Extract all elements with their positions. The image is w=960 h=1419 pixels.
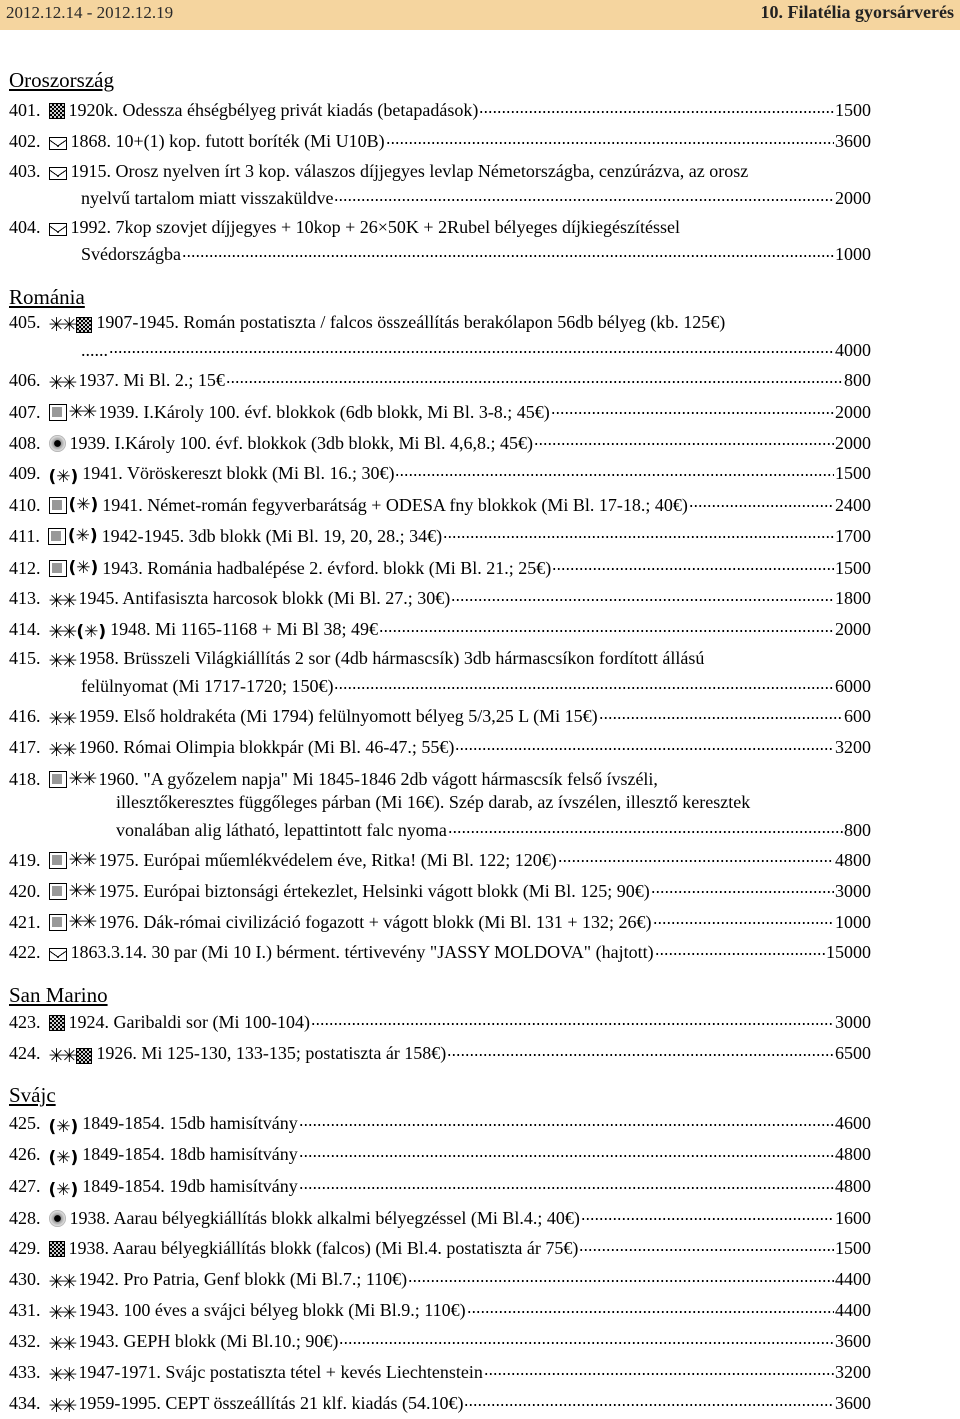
double-star-icon: ✳✳ bbox=[48, 708, 75, 730]
condition-icons bbox=[49, 912, 95, 932]
lot-row bbox=[9, 430, 871, 454]
lot-row bbox=[9, 98, 871, 122]
circle-icon bbox=[49, 435, 66, 452]
lot-row bbox=[9, 461, 871, 485]
lot-price: 3200 bbox=[835, 1362, 871, 1382]
condition-icons bbox=[49, 769, 95, 789]
lot-price: 2400 bbox=[835, 494, 871, 515]
double-star-icon: ✳✳ bbox=[68, 768, 95, 790]
lot-description: 1915. Orosz nyelven írt 3 kop. válaszos díjjegyes levlap Németországba, cenzúrázva, az orosz bbox=[70, 160, 749, 181]
lot-row bbox=[9, 766, 871, 790]
lot-description: 1959-1995. CEPT összeállítás 21 klf. kiadás (54.10€) bbox=[78, 1393, 464, 1413]
double-star-icon: ✳✳ bbox=[48, 1395, 75, 1417]
lot-row bbox=[9, 1329, 871, 1353]
lot-row bbox=[9, 492, 871, 516]
lot-number: 406. bbox=[9, 370, 41, 390]
paren-star-icon: (✳) bbox=[68, 558, 99, 578]
lot-description: 1938. Aarau bélyegkiállítás blokk (falcos) (Mi Bl.4. postatiszta ár 75€) bbox=[68, 1238, 579, 1258]
dot-leader bbox=[379, 617, 834, 635]
lot-description: 1941. Vöröskereszt blokk (Mi Bl. 16.; 30€) bbox=[82, 463, 395, 483]
condition-icons bbox=[49, 373, 75, 393]
dot-leader bbox=[455, 735, 834, 753]
lot-number: 424. bbox=[9, 1043, 41, 1063]
double-star-icon: ✳✳ bbox=[48, 1333, 75, 1355]
lot-price: 1600 bbox=[835, 1207, 871, 1228]
lot-description: 1960. "A győzelem napja" Mi 1845-1846 2db vágott hármascsík felső ívszéli, bbox=[98, 768, 658, 789]
lot-price: 3000 bbox=[835, 1012, 871, 1032]
condition-icons bbox=[49, 945, 67, 965]
lot-price: 3000 bbox=[835, 880, 871, 901]
dot-leader bbox=[599, 704, 843, 722]
lot-price: 3200 bbox=[835, 737, 871, 757]
lot-description: ...... bbox=[81, 340, 108, 360]
lot-number: 430. bbox=[9, 1269, 41, 1289]
paren-star-icon: (✳) bbox=[68, 495, 99, 515]
lot-price: 1000 bbox=[835, 244, 871, 264]
section-heading: San Marino bbox=[9, 983, 108, 1007]
lot-description: 1938. Aarau bélyegkiállítás blokk alkalmi bélyegzéssel (Mi Bl.4.; 40€) bbox=[69, 1207, 580, 1228]
date-range: 2012.12.14 - 2012.12.19 bbox=[6, 3, 174, 22]
condition-icons bbox=[49, 315, 93, 335]
lot-row bbox=[9, 1142, 871, 1166]
lot-row bbox=[9, 368, 871, 392]
lot-number: 425. bbox=[9, 1113, 41, 1133]
dot-leader bbox=[579, 1236, 834, 1254]
lot-row bbox=[9, 312, 871, 336]
lot-number: 420. bbox=[9, 880, 41, 901]
lot-description: 1941. Német-román fegyverbarátság + ODESA fny blokkok (Mi Bl. 17-18.; 40€) bbox=[102, 494, 688, 515]
lot-number: 405. bbox=[9, 312, 41, 332]
double-star-icon: ✳✳ bbox=[68, 911, 95, 933]
condition-icons bbox=[49, 1208, 66, 1228]
lot-row bbox=[9, 1111, 871, 1135]
checker-icon bbox=[49, 103, 65, 119]
lot-number: 428. bbox=[9, 1207, 41, 1228]
lot-price: 2000 bbox=[835, 188, 871, 208]
dot-leader bbox=[464, 1391, 834, 1409]
condition-icons bbox=[49, 1396, 75, 1416]
lot-price: 1500 bbox=[835, 1238, 871, 1258]
condition-icons bbox=[49, 134, 67, 154]
double-star-icon: ✳✳ bbox=[48, 1364, 75, 1386]
lot-price: 800 bbox=[844, 820, 871, 840]
envelope-icon bbox=[49, 223, 67, 236]
lot-number: 418. bbox=[9, 768, 41, 789]
paren-star-icon: (✳) bbox=[67, 526, 98, 546]
lot-row bbox=[9, 1205, 871, 1229]
checker-icon bbox=[76, 317, 92, 333]
lot-row-continuation bbox=[81, 186, 871, 210]
condition-icons bbox=[49, 709, 75, 729]
double-star-icon: ✳✳ bbox=[48, 1271, 75, 1293]
lot-row bbox=[9, 1010, 871, 1034]
dot-leader bbox=[109, 338, 834, 356]
lot-number: 411. bbox=[9, 525, 40, 546]
box-icon bbox=[49, 771, 67, 788]
lot-number: 415. bbox=[9, 648, 41, 668]
double-star-icon: ✳✳ bbox=[68, 401, 95, 423]
lot-row bbox=[9, 735, 871, 759]
checker-icon bbox=[76, 1048, 92, 1064]
lot-description: 1959. Első holdrakéta (Mi 1794) felülnyomott bélyeg 5/3,25 L (Mi 15€) bbox=[78, 706, 598, 726]
lot-number: 427. bbox=[9, 1176, 41, 1196]
paren-star-icon: (✳) bbox=[48, 1148, 79, 1168]
dot-leader bbox=[655, 940, 825, 958]
lot-price: 1800 bbox=[835, 588, 871, 608]
dot-leader bbox=[334, 674, 834, 692]
lot-description: Svédországba bbox=[81, 244, 181, 264]
condition-icons bbox=[49, 881, 95, 901]
dot-leader bbox=[551, 400, 834, 418]
dot-leader bbox=[558, 848, 834, 866]
condition-icons bbox=[49, 651, 75, 671]
condition-icons bbox=[49, 402, 95, 422]
lot-number: 402. bbox=[9, 131, 41, 151]
lot-number: 429. bbox=[9, 1238, 41, 1258]
lot-description: 1943. 100 éves a svájci bélyeg blokk (Mi Bl.9.; 110€) bbox=[78, 1300, 466, 1320]
lot-number: 434. bbox=[9, 1393, 41, 1413]
lot-number: 404. bbox=[9, 216, 41, 237]
lot-description: 1924. Garibaldi sor (Mi 100-104) bbox=[68, 1012, 310, 1032]
lot-description: 1939. I.Károly 100. évf. blokkok (6db blokk, Mi Bl. 3-8.; 45€) bbox=[98, 401, 550, 422]
dot-leader bbox=[311, 1010, 834, 1028]
lot-row bbox=[9, 878, 871, 902]
dot-leader bbox=[479, 98, 834, 116]
lot-row bbox=[9, 909, 871, 933]
dot-leader bbox=[451, 586, 834, 604]
lot-description: 1975. Európai biztonsági értekezlet, Helsinki vágott blokk (Mi Bl. 125; 90€) bbox=[98, 880, 650, 901]
double-star-icon: ✳✳ bbox=[48, 650, 75, 672]
lot-row bbox=[9, 617, 871, 641]
lot-price: 2000 bbox=[835, 432, 871, 453]
lot-description: 1948. Mi 1165-1168 + Mi Bl 38; 49€ bbox=[110, 619, 378, 639]
lot-row-continuation bbox=[116, 818, 871, 842]
box-icon bbox=[49, 914, 67, 931]
lot-description: 1920k. Odessza éhségbélyeg privát kiadás (betapadások) bbox=[68, 100, 479, 120]
lot-price: 4000 bbox=[835, 340, 871, 360]
dot-leader bbox=[467, 1298, 834, 1316]
dot-leader bbox=[448, 818, 843, 836]
lot-description: 1863.3.14. 30 par (Mi 10 I.) bérment. tértivevény "JASSY MOLDOVA" (hajtott) bbox=[70, 942, 654, 962]
lot-description: 1958. Brüsszeli Világkiállítás 2 sor (4db hármascsík) 3db hármascsíkon fordított állású bbox=[78, 648, 705, 668]
lot-row bbox=[9, 160, 871, 184]
lot-row bbox=[9, 1174, 871, 1198]
lot-price: 4400 bbox=[835, 1300, 871, 1320]
lot-price: 6000 bbox=[835, 676, 871, 696]
lot-row-continuation bbox=[116, 792, 871, 816]
double-star-icon: ✳✳ bbox=[68, 849, 95, 871]
paren-star-icon: (✳) bbox=[76, 622, 107, 642]
section-heading: Svájc bbox=[9, 1083, 56, 1107]
lot-description: 1849-1854. 18db hamisítvány bbox=[82, 1144, 298, 1164]
lot-row bbox=[9, 1041, 871, 1065]
lot-price: 4800 bbox=[835, 849, 871, 870]
lot-price: 15000 bbox=[826, 942, 871, 962]
lot-row-continuation bbox=[81, 338, 871, 362]
lot-number: 401. bbox=[9, 100, 41, 120]
lot-price: 3600 bbox=[835, 1393, 871, 1413]
dot-leader bbox=[299, 1111, 834, 1129]
lot-price: 4400 bbox=[835, 1269, 871, 1289]
lot-row bbox=[9, 555, 871, 579]
lot-description: 1926. Mi 125-130, 133-135; postatiszta ár 158€) bbox=[96, 1043, 447, 1063]
double-star-icon: ✳✳ bbox=[48, 621, 75, 643]
double-star-icon: ✳✳ bbox=[48, 739, 75, 761]
condition-icons bbox=[49, 467, 79, 487]
lot-number: 407. bbox=[9, 401, 41, 422]
lot-description: 1942. Pro Patria, Genf blokk (Mi Bl.7.; 110€) bbox=[78, 1269, 408, 1289]
dot-leader bbox=[226, 368, 843, 386]
lot-row bbox=[9, 1391, 871, 1415]
lot-price: 2000 bbox=[835, 619, 871, 639]
double-star-icon: ✳✳ bbox=[48, 1302, 75, 1324]
lot-price: 600 bbox=[844, 706, 871, 726]
envelope-icon bbox=[49, 948, 67, 961]
lot-number: 421. bbox=[9, 911, 41, 932]
lot-price: 1500 bbox=[835, 100, 871, 120]
dot-leader bbox=[651, 879, 834, 897]
lot-description: 1849-1854. 19db hamisítvány bbox=[82, 1176, 298, 1196]
circle-icon bbox=[49, 1210, 66, 1227]
lot-number: 412. bbox=[9, 557, 41, 578]
dot-leader bbox=[484, 1360, 834, 1378]
lot-price: 1700 bbox=[835, 525, 871, 546]
lot-description: 1976. Dák-római civilizáció fogazott + vágott blokk (Mi Bl. 131 + 132; 26€) bbox=[98, 911, 652, 932]
condition-icons bbox=[49, 622, 107, 642]
lot-row bbox=[9, 1236, 871, 1260]
lot-price: 800 bbox=[844, 370, 871, 390]
paren-star-icon: (✳) bbox=[48, 1117, 79, 1137]
lot-number: 433. bbox=[9, 1362, 41, 1382]
condition-icons bbox=[49, 163, 67, 183]
dot-leader bbox=[299, 1174, 834, 1192]
double-star-icon: ✳✳ bbox=[48, 372, 75, 394]
condition-icons bbox=[49, 433, 66, 453]
lot-price: 6500 bbox=[835, 1043, 871, 1063]
lot-description: 1907-1945. Román postatiszta / falcos összeállítás berakólapon 56db bélyeg (kb. 125€) bbox=[96, 312, 726, 332]
lot-price: 4800 bbox=[835, 1176, 871, 1196]
lot-row-continuation bbox=[81, 674, 871, 698]
lot-description: 1960. Római Olimpia blokkpár (Mi Bl. 46-47.; 55€) bbox=[78, 737, 455, 757]
lot-description: vonalában alig látható, lepattintott falc nyoma bbox=[116, 820, 447, 840]
condition-icons bbox=[49, 1046, 93, 1066]
condition-icons bbox=[49, 219, 67, 239]
double-star-icon: ✳✳ bbox=[48, 1045, 75, 1067]
lot-number: 408. bbox=[9, 432, 41, 453]
double-star-icon: ✳✳ bbox=[68, 880, 95, 902]
lot-description: 1937. Mi Bl. 2.; 15€ bbox=[78, 370, 225, 390]
dot-leader bbox=[447, 1041, 834, 1059]
dot-leader bbox=[581, 1206, 834, 1224]
condition-icons bbox=[49, 1365, 75, 1385]
paren-star-icon: (✳) bbox=[48, 1180, 79, 1200]
lot-description: 1992. 7kop szovjet díjjegyes + 10kop + 26×50K + 2Rubel bélyeges díjkiegészítéssel bbox=[70, 216, 681, 237]
dot-leader bbox=[182, 242, 834, 260]
lot-number: 426. bbox=[9, 1144, 41, 1164]
lot-number: 414. bbox=[9, 619, 41, 639]
condition-icons bbox=[49, 1148, 79, 1168]
lot-row bbox=[9, 1298, 871, 1322]
lot-description: 1943. Románia hadbalépése 2. évford. blokk (Mi Bl. 21.; 25€) bbox=[102, 557, 552, 578]
lot-price: 1000 bbox=[835, 911, 871, 932]
lot-row bbox=[9, 1267, 871, 1291]
lot-number: 423. bbox=[9, 1012, 41, 1032]
lot-row bbox=[9, 704, 871, 728]
box-icon bbox=[49, 852, 67, 869]
lot-row bbox=[9, 940, 871, 964]
double-star-icon: ✳✳ bbox=[48, 314, 75, 336]
box-icon bbox=[49, 497, 67, 514]
box-icon bbox=[48, 528, 66, 545]
lot-number: 417. bbox=[9, 737, 41, 757]
box-icon bbox=[49, 404, 67, 421]
lot-number: 419. bbox=[9, 849, 41, 870]
condition-icons bbox=[49, 1180, 79, 1200]
page-header bbox=[0, 0, 960, 30]
condition-icons bbox=[49, 495, 99, 515]
dot-leader bbox=[386, 129, 834, 147]
section-heading: Oroszország bbox=[9, 68, 114, 92]
lot-description: nyelvű tartalom miatt visszaküldve bbox=[81, 188, 334, 208]
lot-row bbox=[9, 399, 871, 423]
lot-number: 432. bbox=[9, 1331, 41, 1351]
lot-description: 1939. I.Károly 100. évf. blokkok (3db blokk, Mi Bl. 4,6,8.; 45€) bbox=[69, 432, 533, 453]
lot-price: 4800 bbox=[835, 1144, 871, 1164]
lot-number: 413. bbox=[9, 588, 41, 608]
lot-row bbox=[9, 523, 871, 547]
auction-title: 10. Filatélia gyorsárverés bbox=[760, 2, 954, 22]
lot-number: 416. bbox=[9, 706, 41, 726]
condition-icons bbox=[49, 1272, 75, 1292]
lot-price: 3600 bbox=[835, 131, 871, 151]
condition-icons bbox=[49, 1303, 75, 1323]
dot-leader bbox=[339, 1329, 834, 1347]
dot-leader bbox=[395, 461, 834, 479]
lot-price: 4600 bbox=[835, 1113, 871, 1133]
lot-description: 1943. GEPH blokk (Mi Bl.10.; 90€) bbox=[78, 1331, 339, 1351]
lot-price: 3600 bbox=[835, 1331, 871, 1351]
lot-description: 1942-1945. 3db blokk (Mi Bl. 19, 20, 28.; 34€) bbox=[101, 525, 443, 546]
checker-icon bbox=[49, 1241, 65, 1257]
box-icon bbox=[49, 560, 67, 577]
dot-leader bbox=[689, 493, 834, 511]
dot-leader bbox=[552, 556, 834, 574]
lot-description: illesztőkeresztes függőleges párban (Mi 16€). Szép darab, az ívszélen, illesztő keresztek bbox=[116, 792, 751, 812]
lot-number: 431. bbox=[9, 1300, 41, 1320]
lot-number: 403. bbox=[9, 160, 41, 181]
lot-description: 1947-1971. Svájc postatiszta tétel + kevés Liechtenstein bbox=[78, 1362, 483, 1382]
condition-icons bbox=[49, 1013, 65, 1033]
lot-number: 422. bbox=[9, 942, 41, 962]
lot-description: 1849-1854. 15db hamisítvány bbox=[82, 1113, 298, 1133]
lot-row-continuation bbox=[81, 242, 871, 266]
condition-icons bbox=[49, 850, 95, 870]
dot-leader bbox=[299, 1142, 834, 1160]
double-star-icon: ✳✳ bbox=[48, 590, 75, 612]
lot-row bbox=[9, 129, 871, 153]
lot-description: 1975. Európai műemlékvédelem éve, Ritka! (Mi Bl. 122; 120€) bbox=[98, 849, 557, 870]
lot-price: 1500 bbox=[835, 557, 871, 578]
lot-row bbox=[9, 216, 871, 240]
lot-row bbox=[9, 648, 871, 672]
dot-leader bbox=[334, 186, 834, 204]
lot-description: 1868. 10+(1) kop. futott boríték (Mi U10B) bbox=[70, 131, 385, 151]
envelope-icon bbox=[49, 167, 67, 180]
condition-icons bbox=[49, 1239, 65, 1259]
lot-price: 1500 bbox=[835, 463, 871, 483]
condition-icons bbox=[49, 740, 75, 760]
section-heading: Románia bbox=[9, 285, 85, 309]
dot-leader bbox=[408, 1267, 834, 1285]
lot-row bbox=[9, 1360, 871, 1384]
lot-description: felülnyomat (Mi 1717-1720; 150€) bbox=[81, 676, 334, 696]
lot-row bbox=[9, 586, 871, 610]
condition-icons bbox=[49, 1334, 75, 1354]
dot-leader bbox=[443, 524, 834, 542]
dot-leader bbox=[653, 910, 834, 928]
condition-icons bbox=[49, 558, 99, 578]
lot-number: 409. bbox=[9, 463, 41, 483]
condition-icons bbox=[49, 1117, 79, 1137]
dot-leader bbox=[534, 431, 834, 449]
lot-number: 410. bbox=[9, 494, 41, 515]
condition-icons bbox=[48, 526, 98, 546]
condition-icons bbox=[49, 101, 65, 121]
lot-row bbox=[9, 847, 871, 871]
lot-price: 2000 bbox=[835, 401, 871, 422]
condition-icons bbox=[49, 591, 75, 611]
box-icon bbox=[49, 883, 67, 900]
envelope-icon bbox=[49, 137, 67, 150]
lot-description: 1945. Antifasiszta harcosok blokk (Mi Bl. 27.; 30€) bbox=[78, 588, 451, 608]
checker-icon bbox=[49, 1015, 65, 1031]
paren-star-icon: (✳) bbox=[48, 467, 79, 487]
